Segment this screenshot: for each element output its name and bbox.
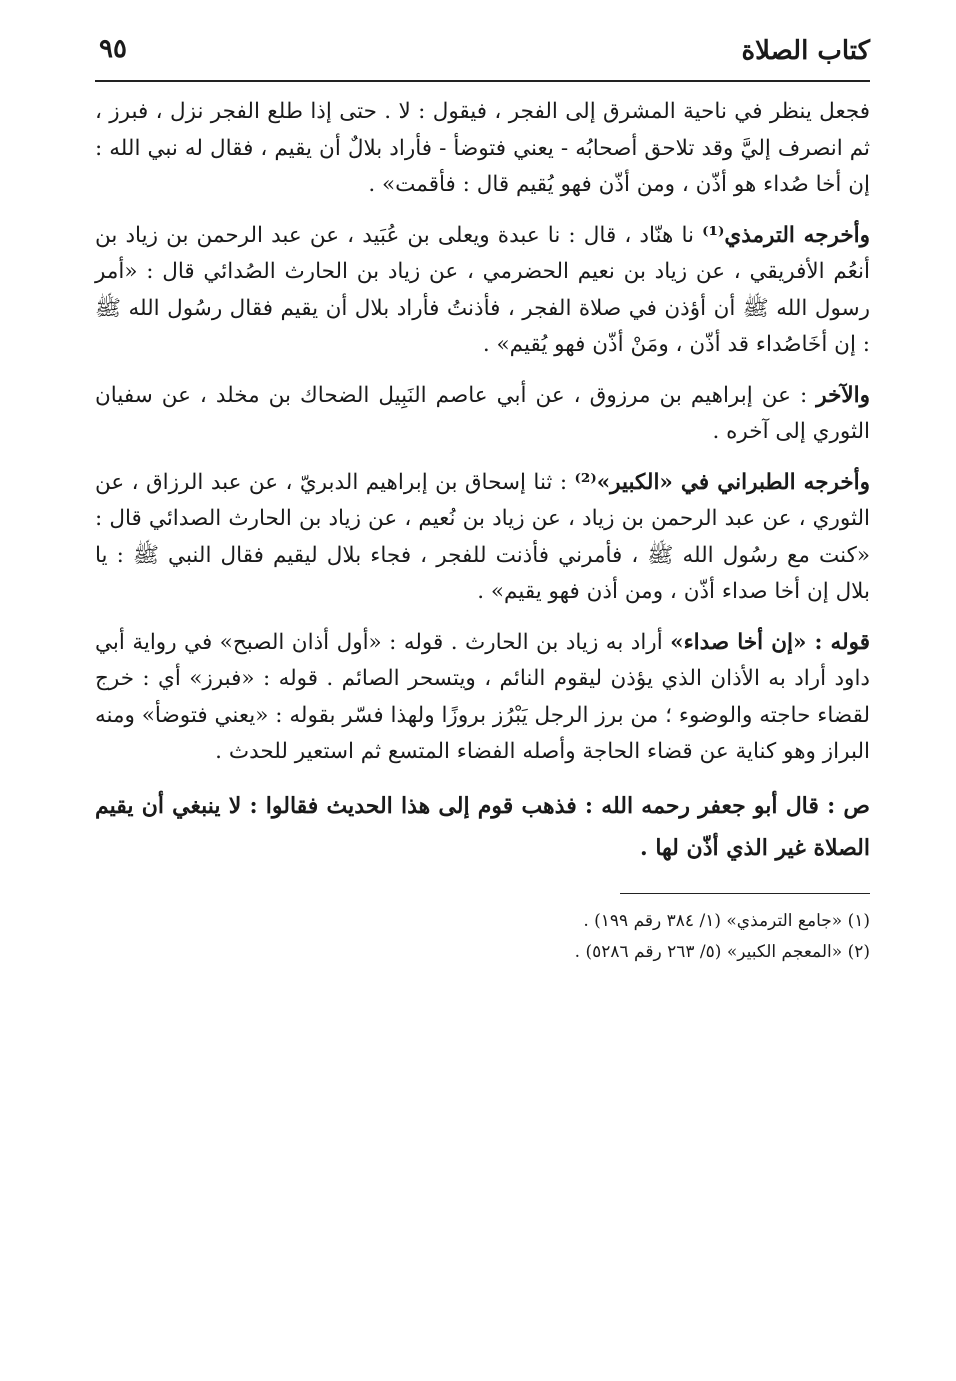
paragraph-lead: وأخرجه الترمذي⁽¹⁾ bbox=[702, 222, 870, 248]
paragraph bbox=[95, 465, 870, 611]
paragraph bbox=[95, 625, 870, 771]
paragraph-text: فجعل ينظر في ناحية المشرق إلى الفجر ، فيقول : لا . حتى إذا طلع الفجر نزل ، فبرز ، ثم انصرف إليَّ وقد تلاحق أصحابُه - يعني فتوضأ - فأراد بلالٌ أن يقيم ، فقال له نبي الله : إن أخا صُداء هو أذّن ، ومن أذّن فهو يُقيم قال : فأقمت» . bbox=[95, 99, 870, 197]
paragraph-text: : ثنا إسحاق بن إبراهيم الدبريّ ، عن عبد الرزاق ، عن الثوري ، عن عبد الرحمن بن زياد ، عن زياد بن نُعيم ، عن زياد بن الحارث الصدائي قال : «كنت مع رسُول الله ﷺ ، فأمرني فأذنت للفجر ، فجاء بلال ليقيم فقال النبي ﷺ : يا بلال إن أخا صداء أذّن ، ومن أذن فهو يقيم» . bbox=[95, 469, 870, 604]
footnote-1: (١) «جامع الترمذي» (١/ ٣٨٤ رقم ١٩٩) . bbox=[583, 910, 870, 931]
page-header bbox=[95, 28, 870, 82]
running-title: كتاب الصلاة bbox=[741, 36, 870, 66]
book-page bbox=[95, 28, 870, 968]
paragraph-lead: وأخرجه الطبراني في «الكبير»⁽²⁾ bbox=[574, 469, 870, 495]
paragraph-text: أراد به زياد بن الحارث . قوله : «أول أذان الصبح» في رواية أبي داود أراد به الأذان الذي يؤذن ليقوم النائم ، ويتسحر الصائم . قوله : «فبرز» أي : خرج لقضاء حاجته والوضوء ؛ من برز الرجل يَبْرُز بروزًا ولهذا فسّر بقوله : «يعني فتوضأ» ومنه البراز وهو كناية عن قضاء الحاجة وأصله الفضاء المتسع ثم استعير للحدث . bbox=[95, 629, 870, 764]
paragraph-text: : عن إبراهيم بن مرزوق ، عن أبي عاصم النَبِيل الضحاك بن مخلد ، عن سفيان الثوري إلى آخره . bbox=[95, 382, 870, 444]
final-paragraph: ص : قال أبو جعفر رحمه الله : فذهب قوم إلى هذا الحديث فقالوا : لا ينبغي أن يقيم الصلاة غير الذي أذّن لها . bbox=[95, 792, 870, 861]
paragraph-lead: والآخر bbox=[816, 382, 870, 408]
paragraph bbox=[95, 94, 870, 204]
footnote-divider bbox=[620, 893, 870, 894]
paragraph-text: نا هنّاد ، قال : نا عبدة ويعلى بن عُبَيد ، عن عبد الرحمن بن زياد بن أنعُم الأفريقي ، عن زياد بن نعيم الحضرمي ، عن زياد بن الحارث الصُدائي قال : «أمر رسول الله ﷺ أن أؤذن في صلاة الفجر ، فأذنتُ فأراد بلال أن يقيم فقال رسُول الله ﷺ : إن أخَاصُداء قد أذّن ، ومَنْ أذّن فهو يُقيم» . bbox=[95, 222, 870, 357]
paragraph-lead: قوله : «إن أخا صداء» bbox=[670, 629, 870, 655]
main-text bbox=[95, 94, 870, 869]
page-number: ٩٥ bbox=[99, 34, 127, 64]
footnotes bbox=[95, 906, 870, 968]
paragraph bbox=[95, 378, 870, 451]
paragraph bbox=[95, 218, 870, 364]
footnote-2: (٢) «المعجم الكبير» (٥/ ٢٦٣ رقم ٥٢٨٦) . bbox=[574, 941, 870, 962]
